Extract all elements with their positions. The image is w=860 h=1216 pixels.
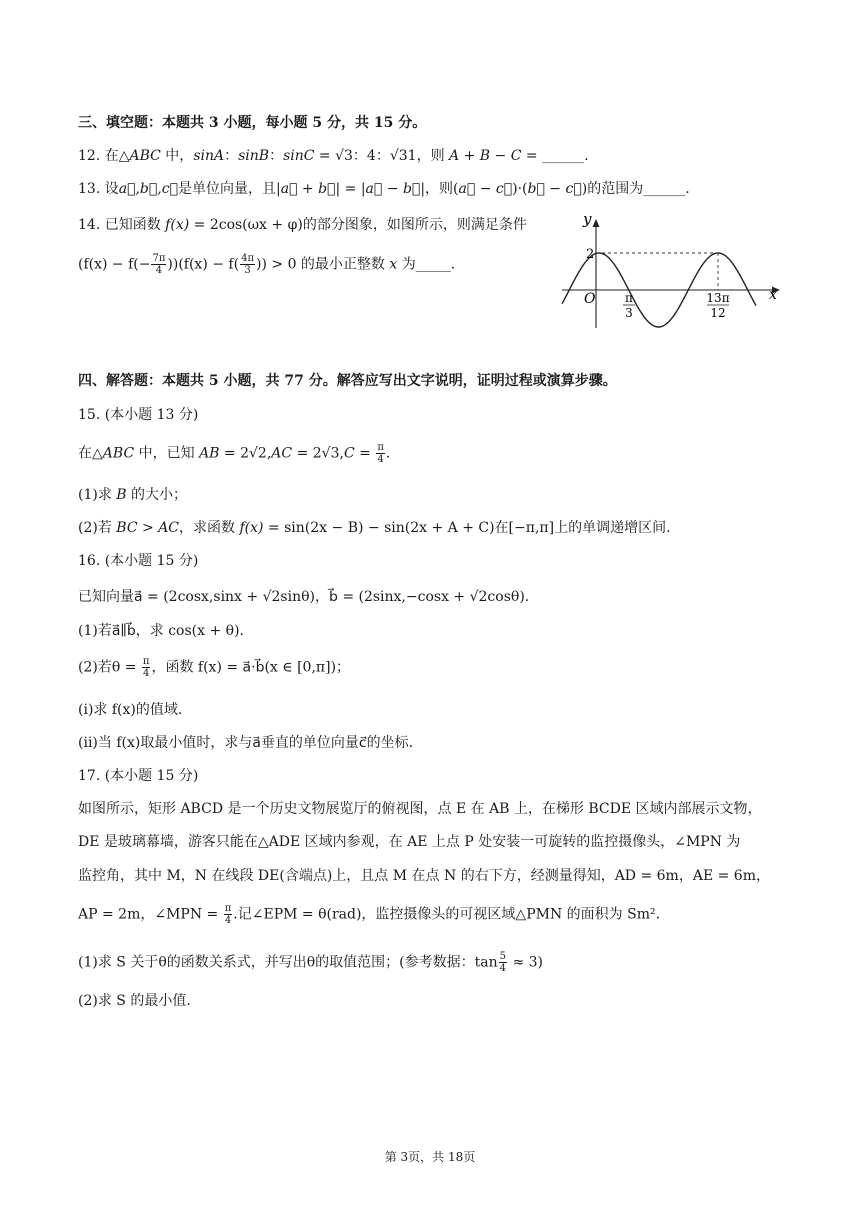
q17-part2: (2)求 S 的最小值. [78,993,191,1009]
y-axis-label: y [583,210,592,228]
q16-part1: (1)若a⃗∥b⃗，求 cos(x + θ). [78,623,244,639]
fraction-7pi-4: $\frac{7\pi}{4}$ [152,253,166,276]
x-tick-13pi-12-den: 12 [710,306,726,320]
q16-title: 16. (本小题 15 分) [78,553,199,569]
q15-title: 15. (本小题 13 分) [78,407,199,423]
q15-part1: (1)求 B 的大小； [78,487,188,503]
x-axis-label: x [769,287,777,303]
q15-stem: 在△ABC 中，已知 AB = 2√2,AC = 2√3,C = $\frac{\pi}{4}$ . [78,442,391,465]
y-axis-arrow-icon [593,219,600,227]
origin-label: O [584,291,596,307]
q17-line2: DE 是玻璃幕墙，游客只能在△ADE 区域内参观，在 AE 上点 P 处安装一可旋转的监控摄像头，∠MPN 为 [78,834,741,850]
q16-stem: 已知向量a⃗ = (2cosx,sinx + √2sinθ)，b⃗ = (2sinx,−cosx + √2cosθ). [78,589,530,605]
question-14-line1: 14. 已知函数 f(x) = 2cos(ωx + φ)的部分图象，如图所示，则满足条件 [78,217,527,233]
q16-part2-ii: (ⅱ)当 f(x)取最小值时，求与a⃗垂直的单位向量c⃗的坐标. [78,735,414,751]
q17-title: 17. (本小题 15 分) [78,768,199,784]
question-12: 12. 在△ABC 中，sinA：sinB：sinC = √3：4：√31，则 A + B − C = ______. [78,148,589,164]
q17-part1: (1)求 S 关于θ的函数关系式，并写出θ的取值范围；(参考数据：tan $\frac{5}{4}$ ≈ 3) [78,951,544,974]
x-tick-pi-3-num: π [625,291,633,305]
q17-line3: 监控角，其中 M，N 在线段 DE(含端点)上，且点 M 在点 N 的右下方，经测量得知，AD = 6m，AE = 6m， [78,868,770,884]
x-tick-13pi-12-num: 13π [706,291,730,305]
y-tick-2: 2 [586,247,595,262]
q15-part2: (2)若 BC > AC，求函数 f(x) = sin(2x − B) − sin(2x + A + C)在[−π,π]上的单调递增区间. [78,520,671,536]
x-tick-pi-3-den: 3 [625,306,633,320]
section-4-header: 四、解答题：本题共 5 小题，共 77 分。解答应写出文字说明，证明过程或演算步骤。 [78,373,617,389]
question-13: 13. 设a⃗,b⃗,c⃗是单位向量，且|a⃗ + b⃗| = |a⃗ − b⃗|，则(a⃗ − c⃗)·(b⃗ − c⃗)的范围为______. [78,181,690,197]
page-footer: 第 3页，共 18页 [384,1150,476,1164]
q17-line4: AP = 2m，∠MPN = $\frac{\pi}{4}$ .记∠EPM = θ(rad)，监控摄像头的可视区域△PMN 的面积为 Sm². [78,903,661,926]
question-14-line2: (f(x) − f(− $\frac{7\pi}{4}$ ))(f(x) − f( $\frac{4\pi}{3}$ )) > 0 的最小正整数 x 为_____. [78,253,456,276]
fraction-4pi-3: $\frac{4\pi}{3}$ [241,253,255,276]
q16-part2: (2)若θ = $\frac{\pi}{4}$ ，函数 f(x) = a⃗·b⃗(x ∈ [0,π])； [78,656,351,679]
section-3-header: 三、填空题：本题共 3 小题，每小题 5 分，共 15 分。 [78,115,427,131]
cosine-graph [558,210,788,335]
q16-part2-i: (ⅰ)求 f(x)的值域. [78,702,183,718]
q17-line1: 如图所示，矩形 ABCD 是一个历史文物展览厅的俯视图，点 E 在 AB 上，在梯形 BCDE 区域内部展示文物， [78,801,762,817]
